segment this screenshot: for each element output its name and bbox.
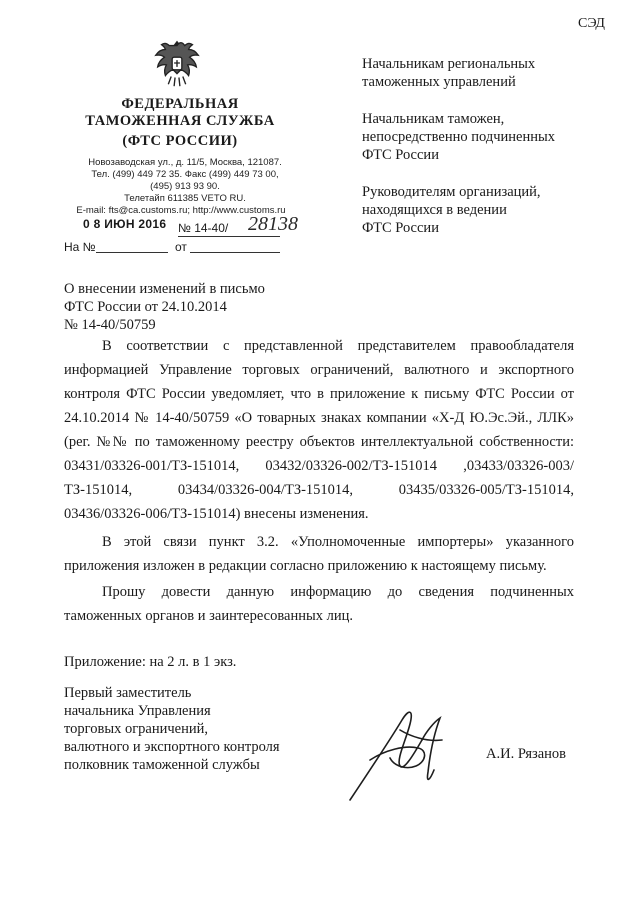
registration-date-stamp: 0 8 ИЮН 2016 bbox=[83, 217, 167, 231]
addressee-customs bbox=[362, 110, 555, 164]
reply-to-blank bbox=[96, 252, 168, 253]
reply-to-label: На № bbox=[64, 240, 96, 254]
addressee-line: Руководителям организаций, bbox=[362, 184, 541, 200]
paragraph-text: В этой связи пункт 3.2. «Уполномоченные импортеры» указанного приложения изложен в редакции согласно приложению к настоящему письму. bbox=[64, 534, 574, 574]
email-line: E-mail: fts@ca.customs.ru; http://www.customs.ru bbox=[76, 205, 286, 216]
phone-line-2: (495) 913 93 90. bbox=[150, 181, 220, 192]
signatory-title bbox=[64, 684, 280, 774]
reply-from-blank bbox=[190, 252, 280, 253]
addressee-line: Начальникам региональных bbox=[362, 56, 536, 72]
signatory-line: Первый заместитель bbox=[64, 685, 192, 701]
letter-subject bbox=[64, 280, 265, 334]
subject-line: № 14-40/50759 bbox=[64, 317, 156, 333]
addressee-regional bbox=[362, 55, 535, 91]
handwritten-signature-icon bbox=[330, 700, 490, 810]
double-headed-eagle-icon bbox=[148, 34, 206, 92]
registration-number-label: № 14-40/ bbox=[178, 221, 229, 235]
body-paragraph-3 bbox=[64, 580, 574, 628]
body-paragraph-2 bbox=[64, 530, 574, 578]
addressee-line: непосредственно подчиненных bbox=[362, 129, 555, 145]
signer-name: А.И. Рязанов bbox=[486, 746, 567, 762]
signatory-line: начальника Управления bbox=[64, 703, 211, 719]
teletype-line: Телетайп 611385 VETO RU. bbox=[124, 193, 246, 204]
org-name-line3: (ФТС РОССИИ) bbox=[122, 133, 238, 149]
phone-line: Тел. (499) 449 72 35. Факс (499) 449 73 00, bbox=[91, 169, 279, 180]
signatory-line: торговых ограничений, bbox=[64, 721, 208, 737]
registration-number-underline bbox=[178, 236, 280, 237]
paragraph-text: Прошу довести данную информацию до сведения подчиненных таможенных органов и заинтересованных лиц. bbox=[64, 584, 574, 624]
subject-line: О внесении изменений в письмо bbox=[64, 281, 265, 297]
addressee-line: Начальникам таможен, bbox=[362, 111, 505, 127]
subject-line: ФТС России от 24.10.2014 bbox=[64, 299, 227, 315]
address-line: Новозаводская ул., д. 11/5, Москва, 121087. bbox=[88, 157, 282, 168]
sed-mark: СЭД bbox=[578, 16, 605, 31]
addressee-line: находящихся в ведении bbox=[362, 202, 507, 218]
registration-number-handwritten: 28138 bbox=[248, 213, 298, 235]
org-name-line2: ТАМОЖЕННАЯ СЛУЖБА bbox=[85, 113, 275, 129]
signatory-line: полковник таможенной службы bbox=[64, 757, 260, 773]
addressee-line: таможенных управлений bbox=[362, 74, 516, 90]
addressee-line: ФТС России bbox=[362, 147, 439, 163]
addressee-line: ФТС России bbox=[362, 220, 439, 236]
body-paragraph-1 bbox=[64, 334, 574, 526]
addressee-organizations bbox=[362, 183, 541, 237]
reply-from-label: от bbox=[175, 240, 187, 254]
org-name-line1: ФЕДЕРАЛЬНАЯ bbox=[121, 96, 239, 112]
paragraph-text: В соответствии с представленной представителем правообладателя информацией Управление торговых ограничений, валютного и экспортного контроля ФТС России уведомляет, что в приложение к письму ФТС России от 24.10.2014 № 14-40/50759 «О товарных знаках компании «Х-Д Ю.Эс.Эй., ЛЛК» (рег. №№ по таможенному реестру объектов интеллектуальной собственности: 03431/03326-001/ТЗ-151014, 03432/03326-002/ТЗ-151014 ,03433/03326-003/ТЗ-151014, 03434/03326-004/ТЗ-151014, 03435/03326-005/ТЗ-151014, 03436/03326-006/ТЗ-151014) внесены изменения. bbox=[64, 338, 574, 522]
attachment-note: Приложение: на 2 л. в 1 экз. bbox=[64, 654, 237, 670]
signatory-line: валютного и экспортного контроля bbox=[64, 739, 280, 755]
